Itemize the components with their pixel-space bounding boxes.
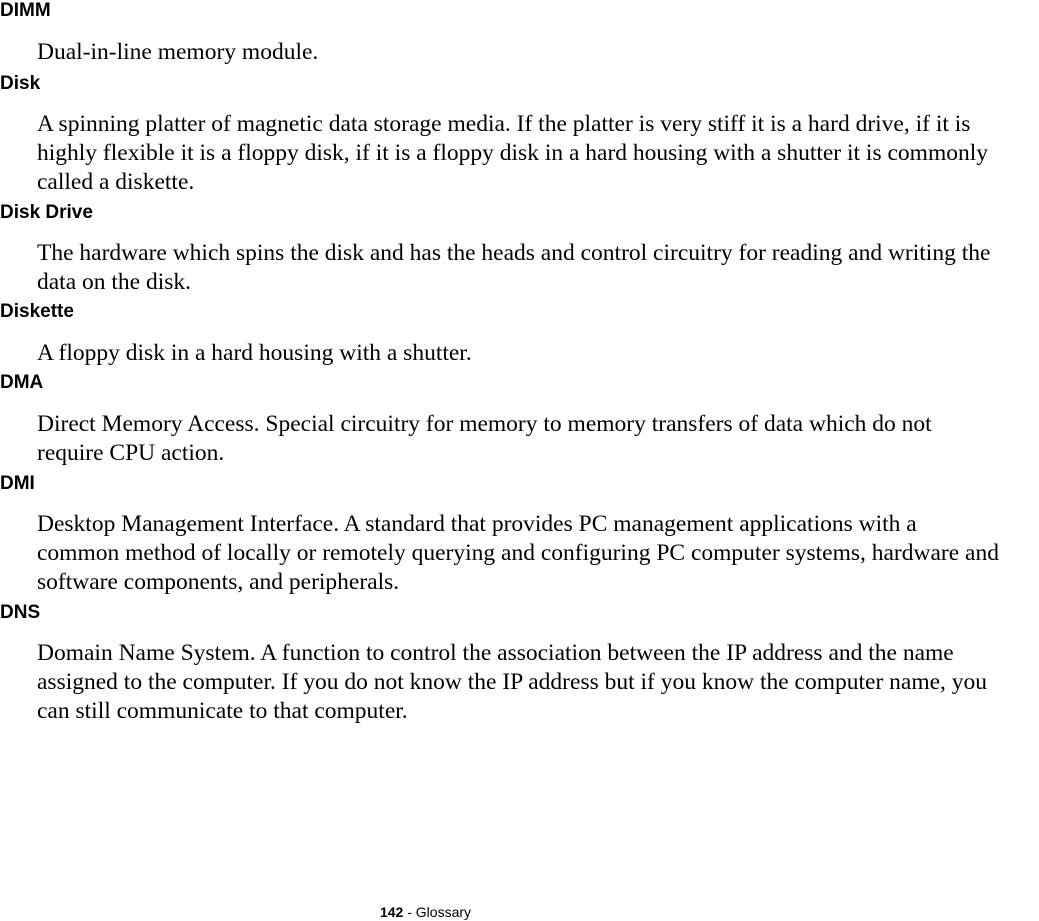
glossary-definition: Domain Name System. A function to control the association between the IP address and the name assigned to the computer. If you do not know the IP address but if you know the computer name, you can still communicate to that computer. <box>37 640 988 724</box>
glossary-definition: Desktop Management Interface. A standard that provides PC management applications with a common method of locally or remotely querying and configuring PC computer systems, hardware and software components, and peripherals. <box>37 511 999 595</box>
glossary-term: DMI <box>0 473 35 494</box>
glossary-definition: Direct Memory Access. Special circuitry for memory to memory transfers of data which do not require CPU action. <box>37 411 932 466</box>
glossary-entry-dma <box>0 372 1039 468</box>
glossary-entry-disk-drive <box>0 202 1039 297</box>
page-footer <box>0 903 1039 921</box>
footer-separator: - <box>403 904 416 920</box>
glossary-entry-disk <box>0 73 1039 197</box>
section-name: Glossary <box>415 904 472 920</box>
footer-content <box>380 903 471 921</box>
glossary-term: DIMM <box>0 0 51 21</box>
glossary-definition: A floppy disk in a hard housing with a shutter. <box>37 340 472 366</box>
glossary-term: DMA <box>0 372 44 393</box>
glossary-entry-diskette <box>0 301 1039 368</box>
glossary-definition: Dual-in-line memory module. <box>37 39 319 65</box>
glossary-entry-dns <box>0 602 1039 726</box>
glossary-term: Disk <box>0 73 41 94</box>
glossary-entry-dimm <box>0 0 1039 67</box>
page-number: 142 <box>379 904 404 920</box>
glossary-term: Diskette <box>0 301 74 322</box>
glossary-term: Disk Drive <box>0 202 93 223</box>
glossary-term: DNS <box>0 602 41 623</box>
glossary-entry-dmi <box>0 473 1039 597</box>
glossary-definition: A spinning platter of magnetic data storage media. If the platter is very stiff it is a hard drive, if it is highly flexible it is a floppy disk, if it is a floppy disk in a hard housing with a shutter it is commonly called a diskette. <box>37 111 989 195</box>
glossary-definition: The hardware which spins the disk and has the heads and control circuitry for reading and writing the data on the disk. <box>37 240 991 295</box>
